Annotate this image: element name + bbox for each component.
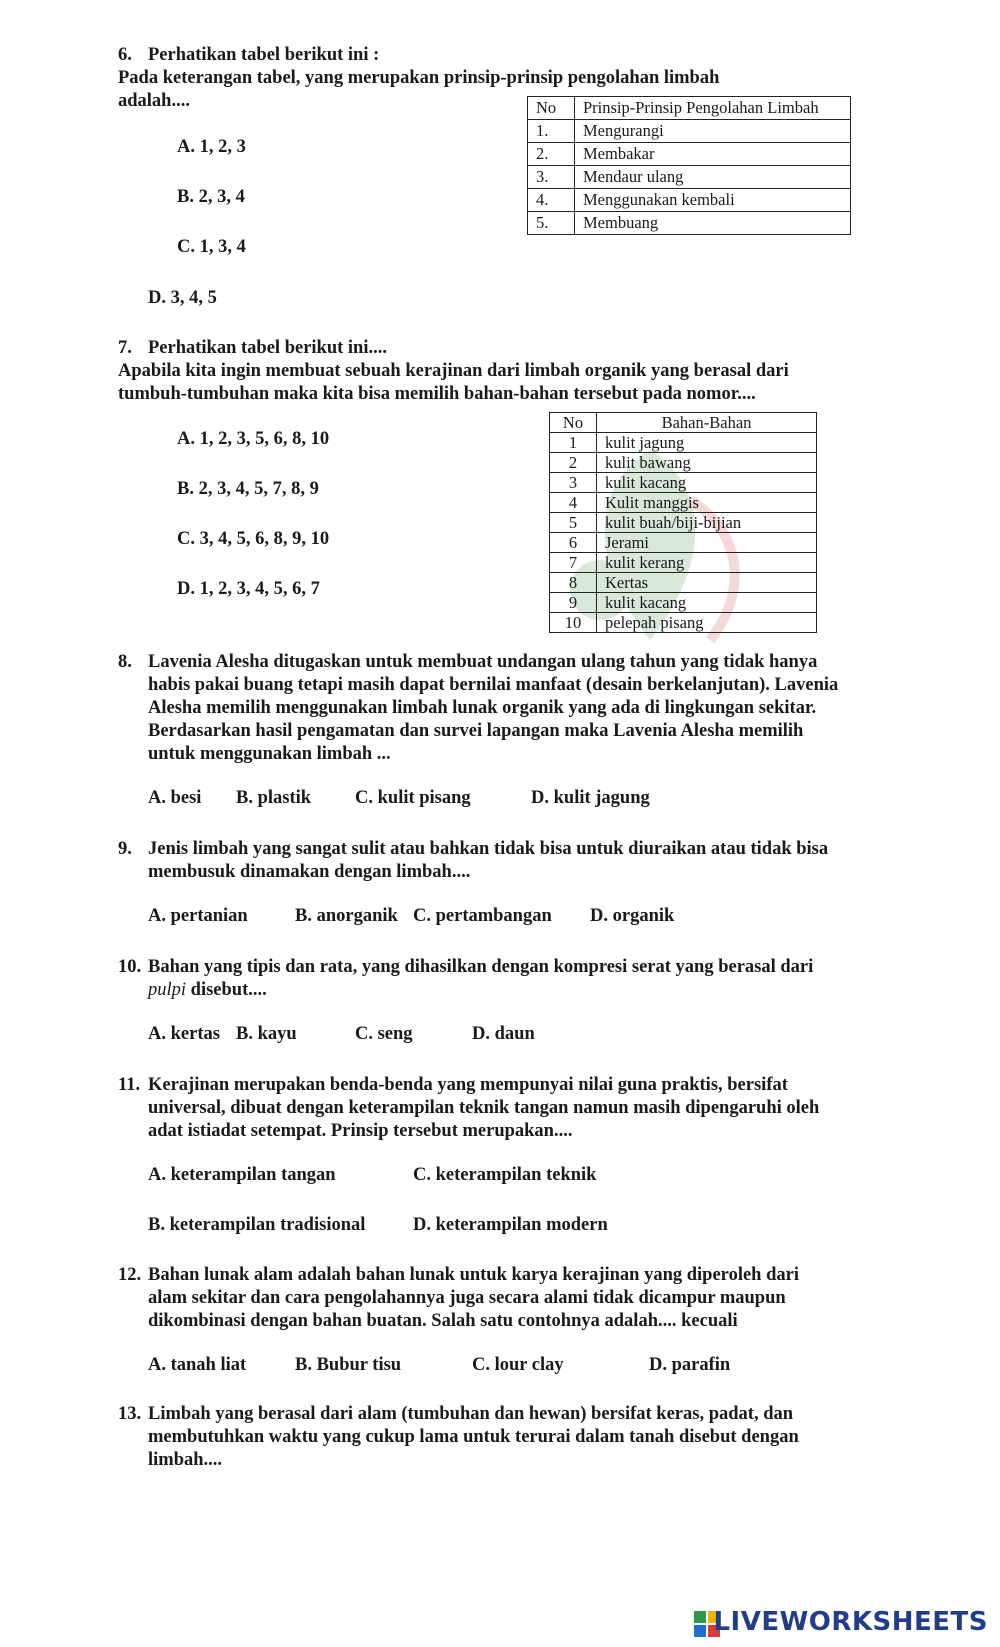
q6-text-line: adalah.... bbox=[118, 91, 190, 111]
q13-text-line: membutuhkan waktu yang cukup lama untuk terurai dalam tanah disebut dengan bbox=[148, 1427, 799, 1447]
table-cell: 2. bbox=[528, 143, 575, 166]
q6-title: Perhatikan tabel berikut ini : bbox=[148, 45, 380, 65]
q12-number: 12. bbox=[118, 1265, 142, 1285]
table-cell: kulit kacang bbox=[597, 593, 817, 613]
q11-option-a[interactable]: A. keterampilan tangan bbox=[148, 1165, 336, 1185]
table-cell: 4 bbox=[550, 493, 597, 513]
q8-number: 8. bbox=[118, 652, 132, 672]
q11-text-line: adat istiadat setempat. Prinsip tersebut merupakan.... bbox=[148, 1121, 573, 1141]
q8-text-line: habis pakai buang tetapi masih dapat bernilai manfaat (desain berkelanjutan). Lavenia bbox=[148, 675, 839, 695]
q6-option-b[interactable]: B. 2, 3, 4 bbox=[177, 187, 245, 207]
q6-option-d[interactable]: D. 3, 4, 5 bbox=[148, 288, 217, 308]
q10-option-b[interactable]: B. kayu bbox=[236, 1024, 297, 1044]
q12-option-d[interactable]: D. parafin bbox=[649, 1355, 731, 1375]
q7-text-line: Apabila kita ingin membuat sebuah kerajinan dari limbah organik yang berasal dari bbox=[118, 361, 789, 381]
q12-text-line: alam sekitar dan cara pengolahannya juga secara alami tidak dicampur maupun bbox=[148, 1288, 786, 1308]
table-cell: 1. bbox=[528, 120, 575, 143]
q11-option-b[interactable]: B. keterampilan tradisional bbox=[148, 1215, 366, 1235]
table-cell: 5 bbox=[550, 513, 597, 533]
table-cell: Kertas bbox=[597, 573, 817, 593]
q6-text-line: Pada keterangan tabel, yang merupakan prinsip-prinsip pengolahan limbah bbox=[118, 68, 720, 88]
table-cell: Membuang bbox=[575, 212, 851, 235]
q12-option-b[interactable]: B. Bubur tisu bbox=[295, 1355, 402, 1375]
q7-option-d[interactable]: D. 1, 2, 3, 4, 5, 6, 7 bbox=[177, 579, 320, 599]
table-row bbox=[550, 613, 817, 633]
table-row bbox=[528, 120, 851, 143]
table-row bbox=[528, 212, 851, 235]
table-cell: Mengurangi bbox=[575, 120, 851, 143]
q12-option-c[interactable]: C. lour clay bbox=[472, 1355, 564, 1375]
table-cell: kulit buah/biji-bijian bbox=[597, 513, 817, 533]
table-cell: 3 bbox=[550, 473, 597, 493]
table-cell: 3. bbox=[528, 166, 575, 189]
q7-option-c[interactable]: C. 3, 4, 5, 6, 8, 9, 10 bbox=[177, 529, 330, 549]
table-cell: 4. bbox=[528, 189, 575, 212]
table-cell: Mendaur ulang bbox=[575, 166, 851, 189]
q12-option-a[interactable]: A. tanah liat bbox=[148, 1355, 247, 1375]
table-cell: Kulit manggis bbox=[597, 493, 817, 513]
q7-number: 7. bbox=[118, 338, 132, 358]
q8-option-c[interactable]: C. kulit pisang bbox=[355, 788, 471, 808]
q10-text-rest: disebut.... bbox=[186, 980, 267, 1000]
table-cell: 5. bbox=[528, 212, 575, 235]
table-cell: 9 bbox=[550, 593, 597, 613]
table-header-row bbox=[528, 97, 851, 120]
q6-option-c[interactable]: C. 1, 3, 4 bbox=[177, 237, 246, 257]
table-header-cell: No bbox=[528, 97, 575, 120]
table-cell: 6 bbox=[550, 533, 597, 553]
q9-option-c[interactable]: C. pertambangan bbox=[413, 906, 552, 926]
q10-option-d[interactable]: D. daun bbox=[472, 1024, 535, 1044]
q13-text-line: limbah.... bbox=[148, 1450, 223, 1470]
q8-option-a[interactable]: A. besi bbox=[148, 788, 202, 808]
q10-italic-term: pulpi bbox=[148, 980, 187, 1000]
q8-text-line: untuk menggunakan limbah ... bbox=[148, 744, 391, 764]
table-row bbox=[550, 473, 817, 493]
q9-text-line: membusuk dinamakan dengan limbah.... bbox=[148, 862, 471, 882]
table-cell: kulit jagung bbox=[597, 433, 817, 453]
table-row bbox=[550, 513, 817, 533]
q9-option-a[interactable]: A. pertanian bbox=[148, 906, 248, 926]
q7-option-a[interactable]: A. 1, 2, 3, 5, 6, 8, 10 bbox=[177, 429, 330, 449]
table-header-cell: No bbox=[550, 413, 597, 433]
q7-title: Perhatikan tabel berikut ini.... bbox=[148, 338, 387, 358]
q8-text-line: Lavenia Alesha ditugaskan untuk membuat undangan ulang tahun yang tidak hanya bbox=[148, 652, 818, 672]
q10-number: 10. bbox=[118, 957, 142, 977]
q11-option-d[interactable]: D. keterampilan modern bbox=[413, 1215, 608, 1235]
q12-text-line: Bahan lunak alam adalah bahan lunak untuk karya kerajinan yang diperoleh dari bbox=[148, 1265, 799, 1285]
q6-number: 6. bbox=[118, 45, 132, 65]
q10-option-c[interactable]: C. seng bbox=[355, 1024, 413, 1044]
table-row bbox=[550, 593, 817, 613]
q10-option-a[interactable]: A. kertas bbox=[148, 1024, 220, 1044]
q11-number: 11. bbox=[118, 1075, 141, 1095]
q7-text-line: tumbuh-tumbuhan maka kita bisa memilih bahan-bahan tersebut pada nomor.... bbox=[118, 384, 756, 404]
table-cell: pelepah pisang bbox=[597, 613, 817, 633]
q11-option-c[interactable]: C. keterampilan teknik bbox=[413, 1165, 597, 1185]
table-row bbox=[550, 453, 817, 473]
table-row bbox=[528, 166, 851, 189]
table-cell: 10 bbox=[550, 613, 597, 633]
q10-text-line bbox=[148, 979, 267, 1001]
q7-option-b[interactable]: B. 2, 3, 4, 5, 7, 8, 9 bbox=[177, 479, 319, 499]
table-cell: 1 bbox=[550, 433, 597, 453]
q11-text-line: Kerajinan merupakan benda-benda yang mempunyai nilai guna praktis, bersifat bbox=[148, 1075, 788, 1095]
table-row bbox=[550, 553, 817, 573]
table-header-cell: Bahan-Bahan bbox=[597, 413, 817, 433]
q13-number: 13. bbox=[118, 1404, 142, 1424]
q12-text-line: dikombinasi dengan bahan buatan. Salah satu contohnya adalah.... kecuali bbox=[148, 1311, 738, 1331]
table-row bbox=[528, 143, 851, 166]
table-row bbox=[550, 433, 817, 453]
q9-option-d[interactable]: D. organik bbox=[590, 906, 675, 926]
table-cell: Membakar bbox=[575, 143, 851, 166]
q8-option-b[interactable]: B. plastik bbox=[236, 788, 312, 808]
table-cell: 2 bbox=[550, 453, 597, 473]
table-cell: 8 bbox=[550, 573, 597, 593]
table-cell: 7 bbox=[550, 553, 597, 573]
table-cell: Jerami bbox=[597, 533, 817, 553]
q6-option-a[interactable]: A. 1, 2, 3 bbox=[177, 137, 246, 157]
table-row bbox=[550, 533, 817, 553]
table-cell: kulit kerang bbox=[597, 553, 817, 573]
table-row bbox=[550, 573, 817, 593]
table-header-row bbox=[550, 413, 817, 433]
q11-text-line: universal, dibuat dengan keterampilan teknik tangan namun masih dipengaruhi oleh bbox=[148, 1098, 820, 1118]
table-cell: kulit bawang bbox=[597, 453, 817, 473]
liveworksheets-brand[interactable]: LIVEWORKSHEETS bbox=[713, 1607, 988, 1637]
q9-option-b[interactable]: B. anorganik bbox=[295, 906, 398, 926]
q9-text-line: Jenis limbah yang sangat sulit atau bahkan tidak bisa untuk diuraikan atau tidak bisa bbox=[148, 839, 829, 859]
q13-text-line: Limbah yang berasal dari alam (tumbuhan dan hewan) bersifat keras, padat, dan bbox=[148, 1404, 794, 1424]
q8-text-line: Alesha memilih menggunakan limbah lunak organik yang ada di lingkungan sekitar. bbox=[148, 698, 817, 718]
q6-table bbox=[527, 96, 851, 235]
q10-text-line: Bahan yang tipis dan rata, yang dihasilkan dengan kompresi serat yang berasal dari bbox=[148, 957, 814, 977]
q7-table bbox=[549, 412, 817, 633]
q8-option-d[interactable]: D. kulit jagung bbox=[531, 788, 650, 808]
table-header-cell: Prinsip-Prinsip Pengolahan Limbah bbox=[575, 97, 851, 120]
q8-text-line: Berdasarkan hasil pengamatan dan survei lapangan maka Lavenia Alesha memilih bbox=[148, 721, 804, 741]
q9-number: 9. bbox=[118, 839, 132, 859]
table-cell: kulit kacang bbox=[597, 473, 817, 493]
table-cell: Menggunakan kembali bbox=[575, 189, 851, 212]
table-row bbox=[550, 493, 817, 513]
table-row bbox=[528, 189, 851, 212]
